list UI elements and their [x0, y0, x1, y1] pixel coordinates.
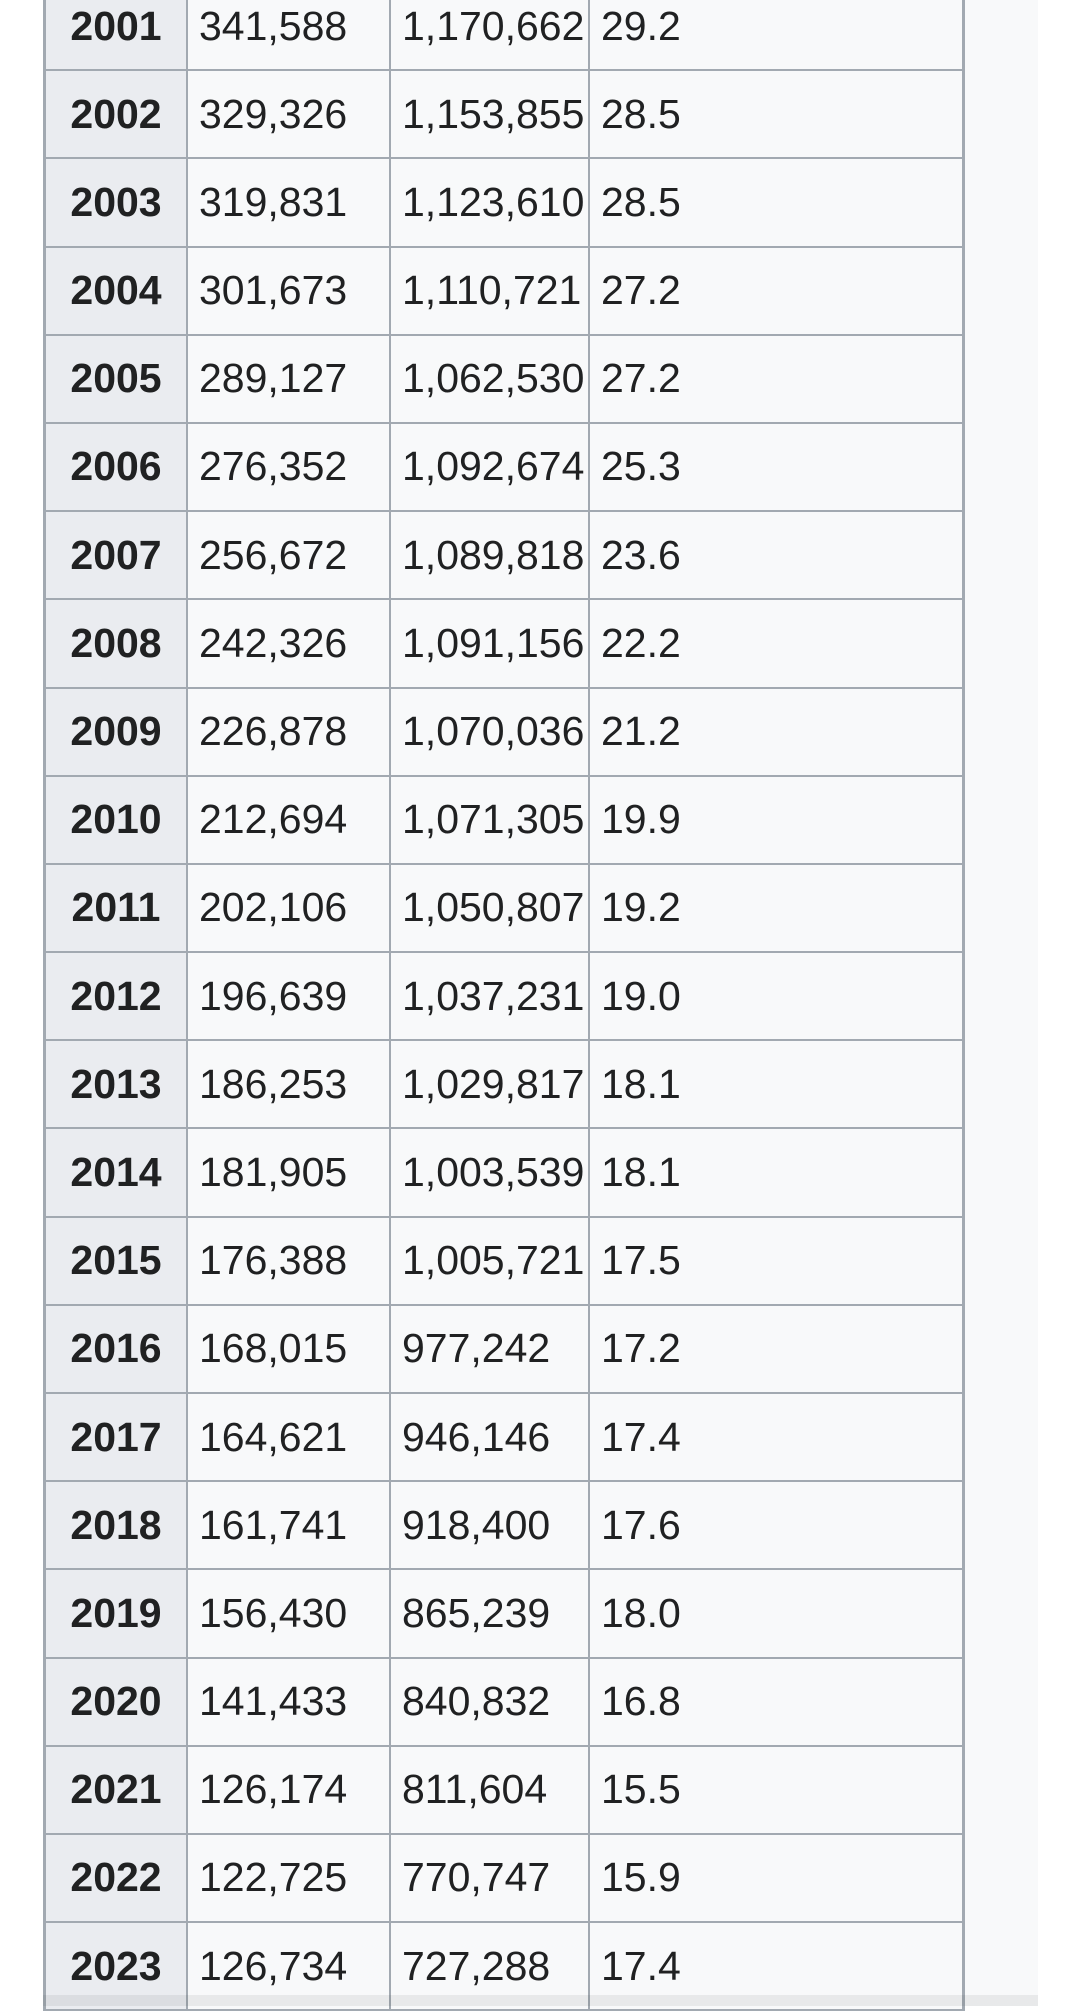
value-cell-1: 329,326 [188, 71, 391, 159]
year-header-cell: 2008 [46, 600, 188, 688]
value-cell-3: 29.2 [590, 0, 965, 71]
value-cell-2: 1,070,036 [391, 689, 590, 777]
value-cell-2: 1,050,807 [391, 865, 590, 953]
value-cell-3: 22.2 [590, 600, 965, 688]
value-cell-2: 1,071,305 [391, 777, 590, 865]
year-header-cell: 2013 [46, 1041, 188, 1129]
value-cell-1: 242,326 [188, 600, 391, 688]
value-cell-1: 181,905 [188, 1129, 391, 1217]
value-cell-3: 25.3 [590, 424, 965, 512]
value-cell-1: 164,621 [188, 1394, 391, 1482]
value-cell-1: 202,106 [188, 865, 391, 953]
value-cell-3: 17.2 [590, 1306, 965, 1394]
value-cell-2: 918,400 [391, 1482, 590, 1570]
year-header-cell: 2014 [46, 1129, 188, 1217]
value-cell-1: 141,433 [188, 1659, 391, 1747]
value-cell-3: 19.9 [590, 777, 965, 865]
value-cell-2: 946,146 [391, 1394, 590, 1482]
value-cell-1: 319,831 [188, 159, 391, 247]
year-header-cell: 2015 [46, 1218, 188, 1306]
year-header-cell: 2004 [46, 248, 188, 336]
value-cell-1: 196,639 [188, 953, 391, 1041]
value-cell-3: 27.2 [590, 248, 965, 336]
year-header-cell: 2010 [46, 777, 188, 865]
value-cell-3: 18.1 [590, 1041, 965, 1129]
yearly-statistics-table [43, 0, 965, 2011]
value-cell-2: 1,123,610 [391, 159, 590, 247]
value-cell-2: 1,062,530 [391, 336, 590, 424]
year-header-cell: 2003 [46, 159, 188, 247]
value-cell-3: 28.5 [590, 71, 965, 159]
value-cell-3: 17.4 [590, 1923, 965, 2011]
value-cell-3: 16.8 [590, 1659, 965, 1747]
value-cell-3: 15.5 [590, 1747, 965, 1835]
year-header-cell: 2001 [46, 0, 188, 71]
value-cell-3: 19.2 [590, 865, 965, 953]
value-cell-2: 1,110,721 [391, 248, 590, 336]
year-header-cell: 2011 [46, 865, 188, 953]
value-cell-3: 17.4 [590, 1394, 965, 1482]
year-header-cell: 2021 [46, 1747, 188, 1835]
year-header-cell: 2019 [46, 1570, 188, 1658]
year-header-cell: 2009 [46, 689, 188, 777]
value-cell-1: 341,588 [188, 0, 391, 71]
value-cell-1: 126,174 [188, 1747, 391, 1835]
year-header-cell: 2002 [46, 71, 188, 159]
value-cell-3: 23.6 [590, 512, 965, 600]
value-cell-1: 122,725 [188, 1835, 391, 1923]
value-cell-2: 770,747 [391, 1835, 590, 1923]
value-cell-1: 276,352 [188, 424, 391, 512]
value-cell-3: 15.9 [590, 1835, 965, 1923]
value-cell-2: 1,091,156 [391, 600, 590, 688]
value-cell-2: 840,832 [391, 1659, 590, 1747]
year-header-cell: 2007 [46, 512, 188, 600]
year-header-cell: 2020 [46, 1659, 188, 1747]
value-cell-1: 156,430 [188, 1570, 391, 1658]
value-cell-3: 17.6 [590, 1482, 965, 1570]
year-header-cell: 2012 [46, 953, 188, 1041]
value-cell-2: 865,239 [391, 1570, 590, 1658]
value-cell-3: 19.0 [590, 953, 965, 1041]
value-cell-1: 176,388 [188, 1218, 391, 1306]
value-cell-2: 977,242 [391, 1306, 590, 1394]
value-cell-3: 28.5 [590, 159, 965, 247]
value-cell-1: 186,253 [188, 1041, 391, 1129]
value-cell-1: 212,694 [188, 777, 391, 865]
year-header-cell: 2022 [46, 1835, 188, 1923]
value-cell-2: 727,288 [391, 1923, 590, 2011]
value-cell-1: 168,015 [188, 1306, 391, 1394]
year-header-cell: 2017 [46, 1394, 188, 1482]
year-header-cell: 2016 [46, 1306, 188, 1394]
value-cell-3: 21.2 [590, 689, 965, 777]
year-header-cell: 2005 [46, 336, 188, 424]
value-cell-2: 1,089,818 [391, 512, 590, 600]
horizontal-scrollbar[interactable] [43, 1995, 1038, 2006]
year-header-cell: 2023 [46, 1923, 188, 2011]
value-cell-3: 18.0 [590, 1570, 965, 1658]
value-cell-1: 301,673 [188, 248, 391, 336]
value-cell-3: 17.5 [590, 1218, 965, 1306]
value-cell-2: 1,153,855 [391, 71, 590, 159]
value-cell-2: 1,092,674 [391, 424, 590, 512]
value-cell-2: 1,003,539 [391, 1129, 590, 1217]
value-cell-2: 1,005,721 [391, 1218, 590, 1306]
year-header-cell: 2018 [46, 1482, 188, 1570]
value-cell-2: 811,604 [391, 1747, 590, 1835]
value-cell-2: 1,029,817 [391, 1041, 590, 1129]
value-cell-1: 226,878 [188, 689, 391, 777]
value-cell-2: 1,037,231 [391, 953, 590, 1041]
value-cell-3: 27.2 [590, 336, 965, 424]
year-header-cell: 2006 [46, 424, 188, 512]
value-cell-1: 126,734 [188, 1923, 391, 2011]
value-cell-1: 289,127 [188, 336, 391, 424]
value-cell-3: 18.1 [590, 1129, 965, 1217]
value-cell-1: 161,741 [188, 1482, 391, 1570]
value-cell-1: 256,672 [188, 512, 391, 600]
value-cell-2: 1,170,662 [391, 0, 590, 71]
